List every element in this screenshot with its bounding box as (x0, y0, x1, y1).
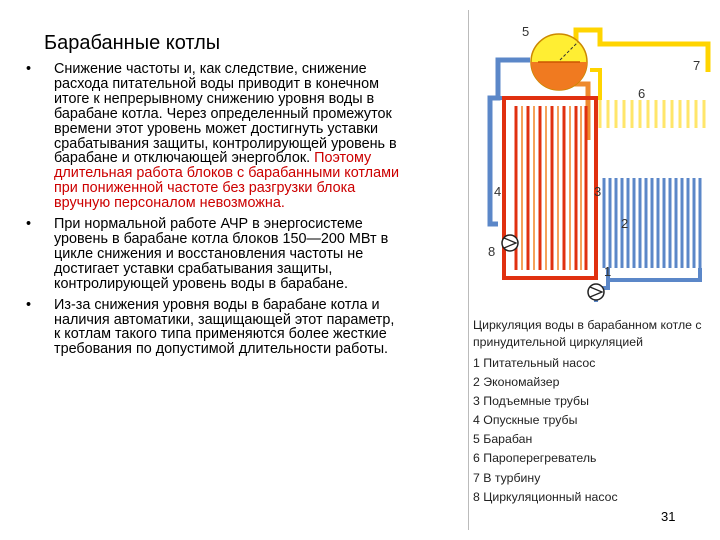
slide-title: Барабанные котлы (44, 32, 221, 54)
bullet-item-1 (24, 62, 404, 211)
bullet-item-2 (24, 217, 404, 292)
steam-pipe (576, 30, 708, 72)
legend-item: 5 Барабан (473, 432, 533, 447)
diagram-label-5: 5 (522, 24, 530, 39)
economizer (604, 178, 700, 268)
bullet-marker: • (26, 61, 32, 77)
bullet-text-2: При нормальной работе АЧР в энергосистеме уровень в барабане котла блоков 150—200 МВт в цикле снижения и восстановления частоты не достигает уставки срабатывания защиты, контролирующей уровень воды в барабане. (54, 216, 389, 292)
boiler-circulation-diagram (468, 10, 718, 310)
bullet-marker: • (26, 296, 32, 313)
diagram-label-3: 3 (594, 184, 602, 199)
legend-item: 6 Пароперегреватель (473, 451, 597, 466)
diagram-label-1: 1 (604, 264, 612, 279)
legend-item: 3 Подъемные трубы (473, 394, 589, 409)
legend-item: 2 Экономайзер (473, 375, 560, 390)
riser-tubes (504, 98, 596, 278)
legend-item: 4 Опускные трубы (473, 413, 578, 428)
drum (531, 34, 587, 90)
bullet-list (24, 62, 404, 363)
bullet-text-1: Снижение частоты и, как следствие, снижение расхода питательной воды приводит в конечном итоге к непрерывному снижению уровня воды в барабане котла. Через определенный промежуток времени этот уровень может достигнуть уставки срабатывания защиты, контролирующей уровень в барабане и отключающей энергоблок. (54, 61, 397, 167)
bullet-highlight-1: Поэтому длительная работа блоков с барабанными котлами при пониженной частоте без разгрузки блока вручную персоналом невозможна. (54, 150, 400, 212)
bullet-item-3 (24, 298, 404, 358)
legend-item: 7 В турбину (473, 470, 541, 485)
feed-pump-icon (588, 284, 604, 300)
feedwater-pipe (596, 268, 700, 302)
bullet-marker: • (26, 216, 32, 233)
bullet-text-3: Из-за снижения уровня воды в барабане котла и наличия автоматики, защищающей этот параметр, к котлам такого типа применяются более жесткие требования по допустимой длительности работы. (54, 296, 395, 358)
diagram-legend (473, 317, 713, 507)
legend-item: 1 Питательный насос (473, 356, 596, 370)
diagram-label-2: 2 (621, 216, 629, 231)
page-number: 31 (661, 509, 676, 524)
downcomer-pipe (490, 60, 530, 224)
circulation-pump-icon (502, 235, 518, 251)
legend-item: 8 Циркуляционный насос (473, 489, 618, 504)
diagram-label-4: 4 (494, 184, 502, 199)
steam-pipe-return (590, 70, 600, 100)
diagram-label-8: 8 (488, 244, 496, 259)
diagram-label-7: 7 (693, 58, 701, 73)
superheater-coil (600, 100, 704, 128)
diagram-label-6: 6 (638, 86, 646, 101)
legend-caption: Циркуляция воды в барабанном котле с принудительной циркуляцией (473, 318, 702, 349)
